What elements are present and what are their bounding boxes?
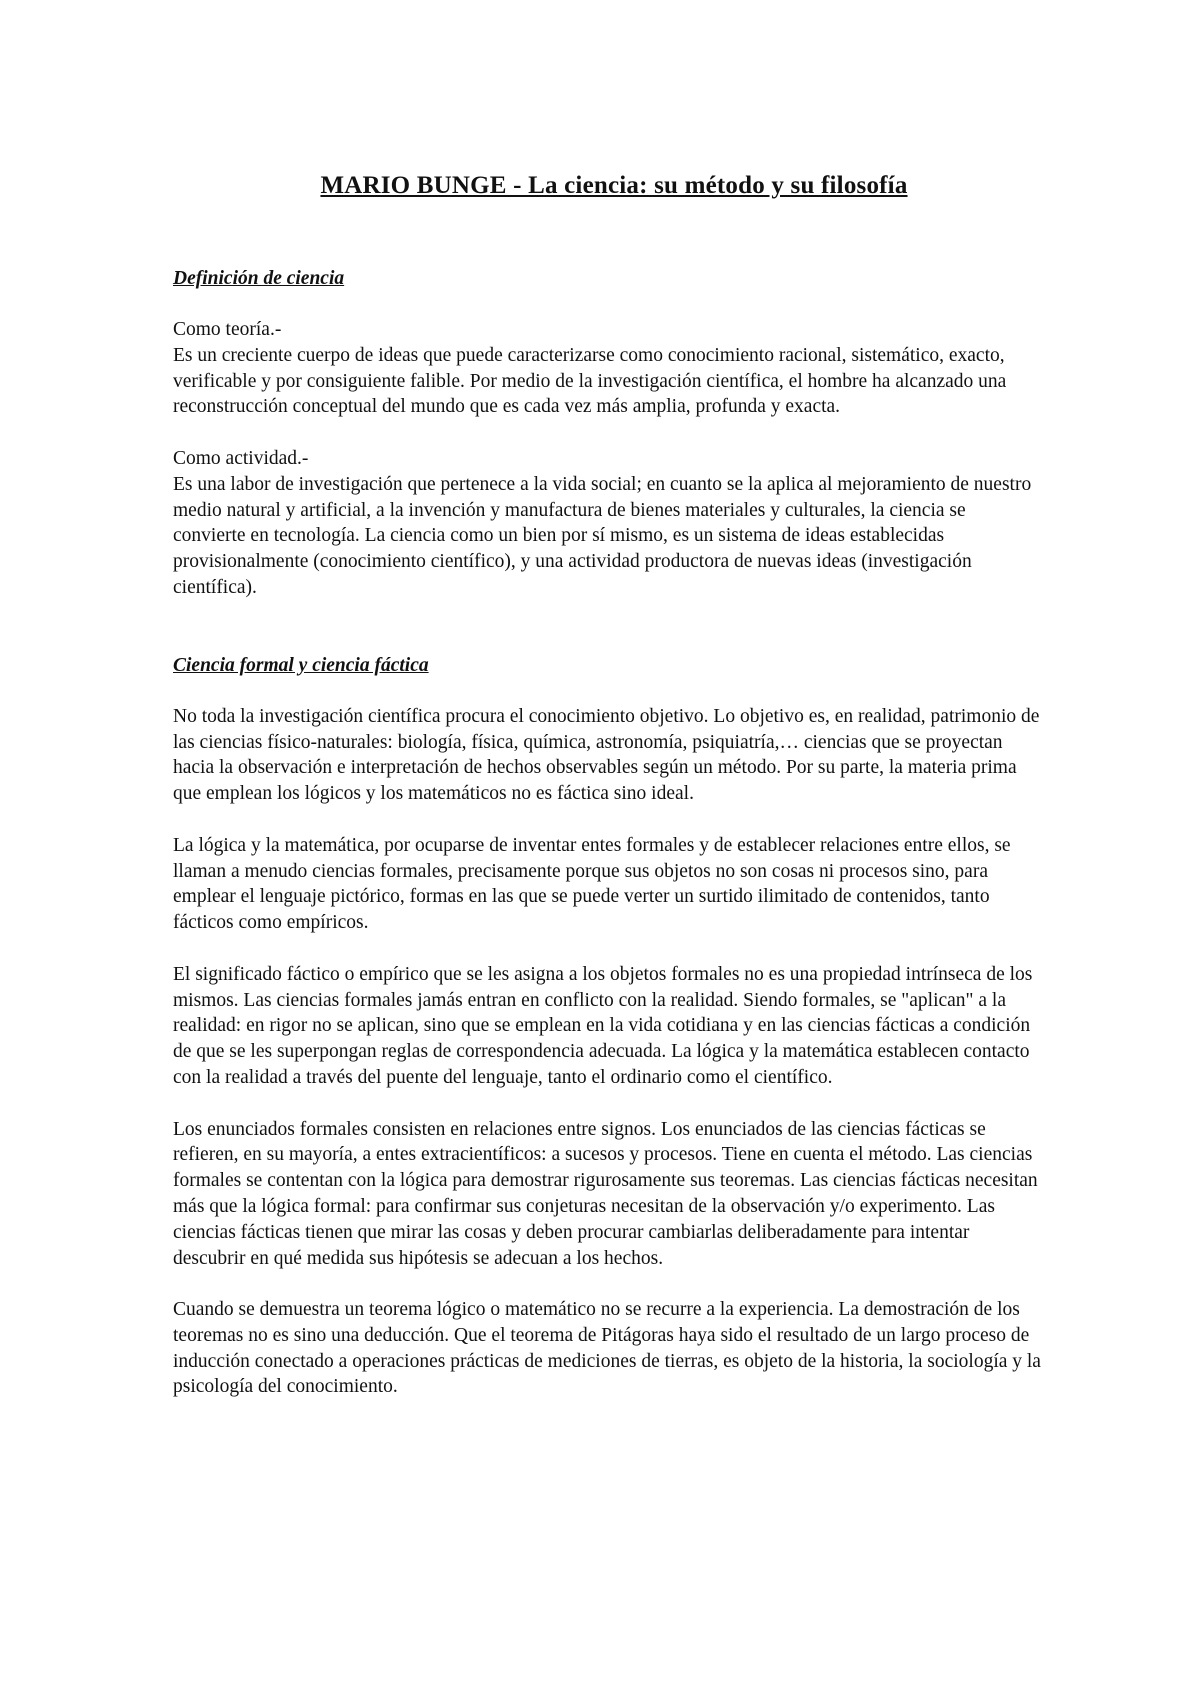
subheading-como-actividad: Como actividad.- <box>173 447 309 469</box>
document-title: MARIO BUNGE - La ciencia: su método y su filosofía <box>320 172 908 199</box>
paragraph: El significado fáctico o empírico que se les asigna a los objetos formales no es una propiedad intrínseca de los mismos. Las ciencias formales jamás entran en conflicto con la realidad. Siendo formales, se "aplican" a la realidad: en rigor no se aplican, sino que se emplean en la vida cotidiana y en las ciencias fácticas a condición de que se les superpongan reglas de correspondencia adecuada. La lógica y la matemática establecen contacto con la realidad a través del puente del lenguaje, tanto el ordinario como el científico. <box>173 963 1033 1088</box>
paragraph: No toda la investigación científica procura el conocimiento objetivo. Lo objetivo es, en realidad, patrimonio de las ciencias físico-naturales: biología, física, química, astronomía, psiquiatría,… ciencias que se proyectan hacia la observación e interpretación de hechos observables según un método. Por su parte, la materia prima que emplean los lógicos y los matemáticos no es fáctica sino ideal. <box>173 705 1040 805</box>
section-heading-definicion: Definición de ciencia <box>173 268 345 289</box>
document-page <box>173 168 1043 1400</box>
paragraph: La lógica y la matemática, por ocuparse de inventar entes formales y de establecer relaciones entre ellos, se llaman a menudo ciencias formales, precisamente porque sus objetos no son cosas ni procesos sino, para emplear el lenguaje pictórico, formas en las que se puede verter un surtido ilimitado de contenidos, tanto fácticos como empíricos. <box>173 834 1011 934</box>
paragraph: Cuando se demuestra un teorema lógico o matemático no se recurre a la experiencia. La demostración de los teoremas no es sino una deducción. Que el teorema de Pitágoras haya sido el resultado de un largo proceso de inducción conectado a operaciones prácticas de mediciones de tierras, es objeto de la historia, la sociología y la psicología del conocimiento. <box>173 1299 1041 1398</box>
subheading-como-teoria: Como teoría.- <box>173 319 282 340</box>
block-como-teoria <box>173 317 1043 420</box>
paragraph: Los enunciados formales consisten en relaciones entre signos. Los enunciados de las ciencias fácticas se refieren, en su mayoría, a entes extracientíficos: a sucesos y procesos. Tiene en cuenta el método. Las ciencias formales se contentan con la lógica para demostrar rigurosamente sus teoremas. Las ciencias fácticas necesitan más que la lógica formal: para confirmar sus conjeturas necesitan de la observación y/o experimento. Las ciencias fácticas tienen que mirar las cosas y deben procurar cambiarlas deliberadamente para intentar descubrir en qué medida sus hipótesis se adecuan a los hechos. <box>173 1118 1038 1269</box>
paragraph-como-actividad: Es una labor de investigación que pertenece a la vida social; en cuanto se la aplica al mejoramiento de nuestro medio natural y artificial, a la invención y manufactura de bienes materiales y culturales, la ciencia se convierte en tecnología. La ciencia como un bien por sí mismo, es un sistema de ideas establecidas provisionalmente (conocimiento científico), y una actividad productora de nuevas ideas (investigación científica). <box>173 473 1032 598</box>
paragraph-como-teoria: Es un creciente cuerpo de ideas que puede caracterizarse como conocimiento racional, sistemático, exacto, verificable y por consiguiente falible. Por medio de la investigación científica, el hombre ha alcanzado una reconstrucción conceptual del mundo que es cada vez más amplia, profunda y exacta. <box>173 344 1007 418</box>
block-como-actividad <box>173 446 1043 601</box>
section-heading-ciencia-formal: Ciencia formal y ciencia fáctica <box>173 654 429 676</box>
